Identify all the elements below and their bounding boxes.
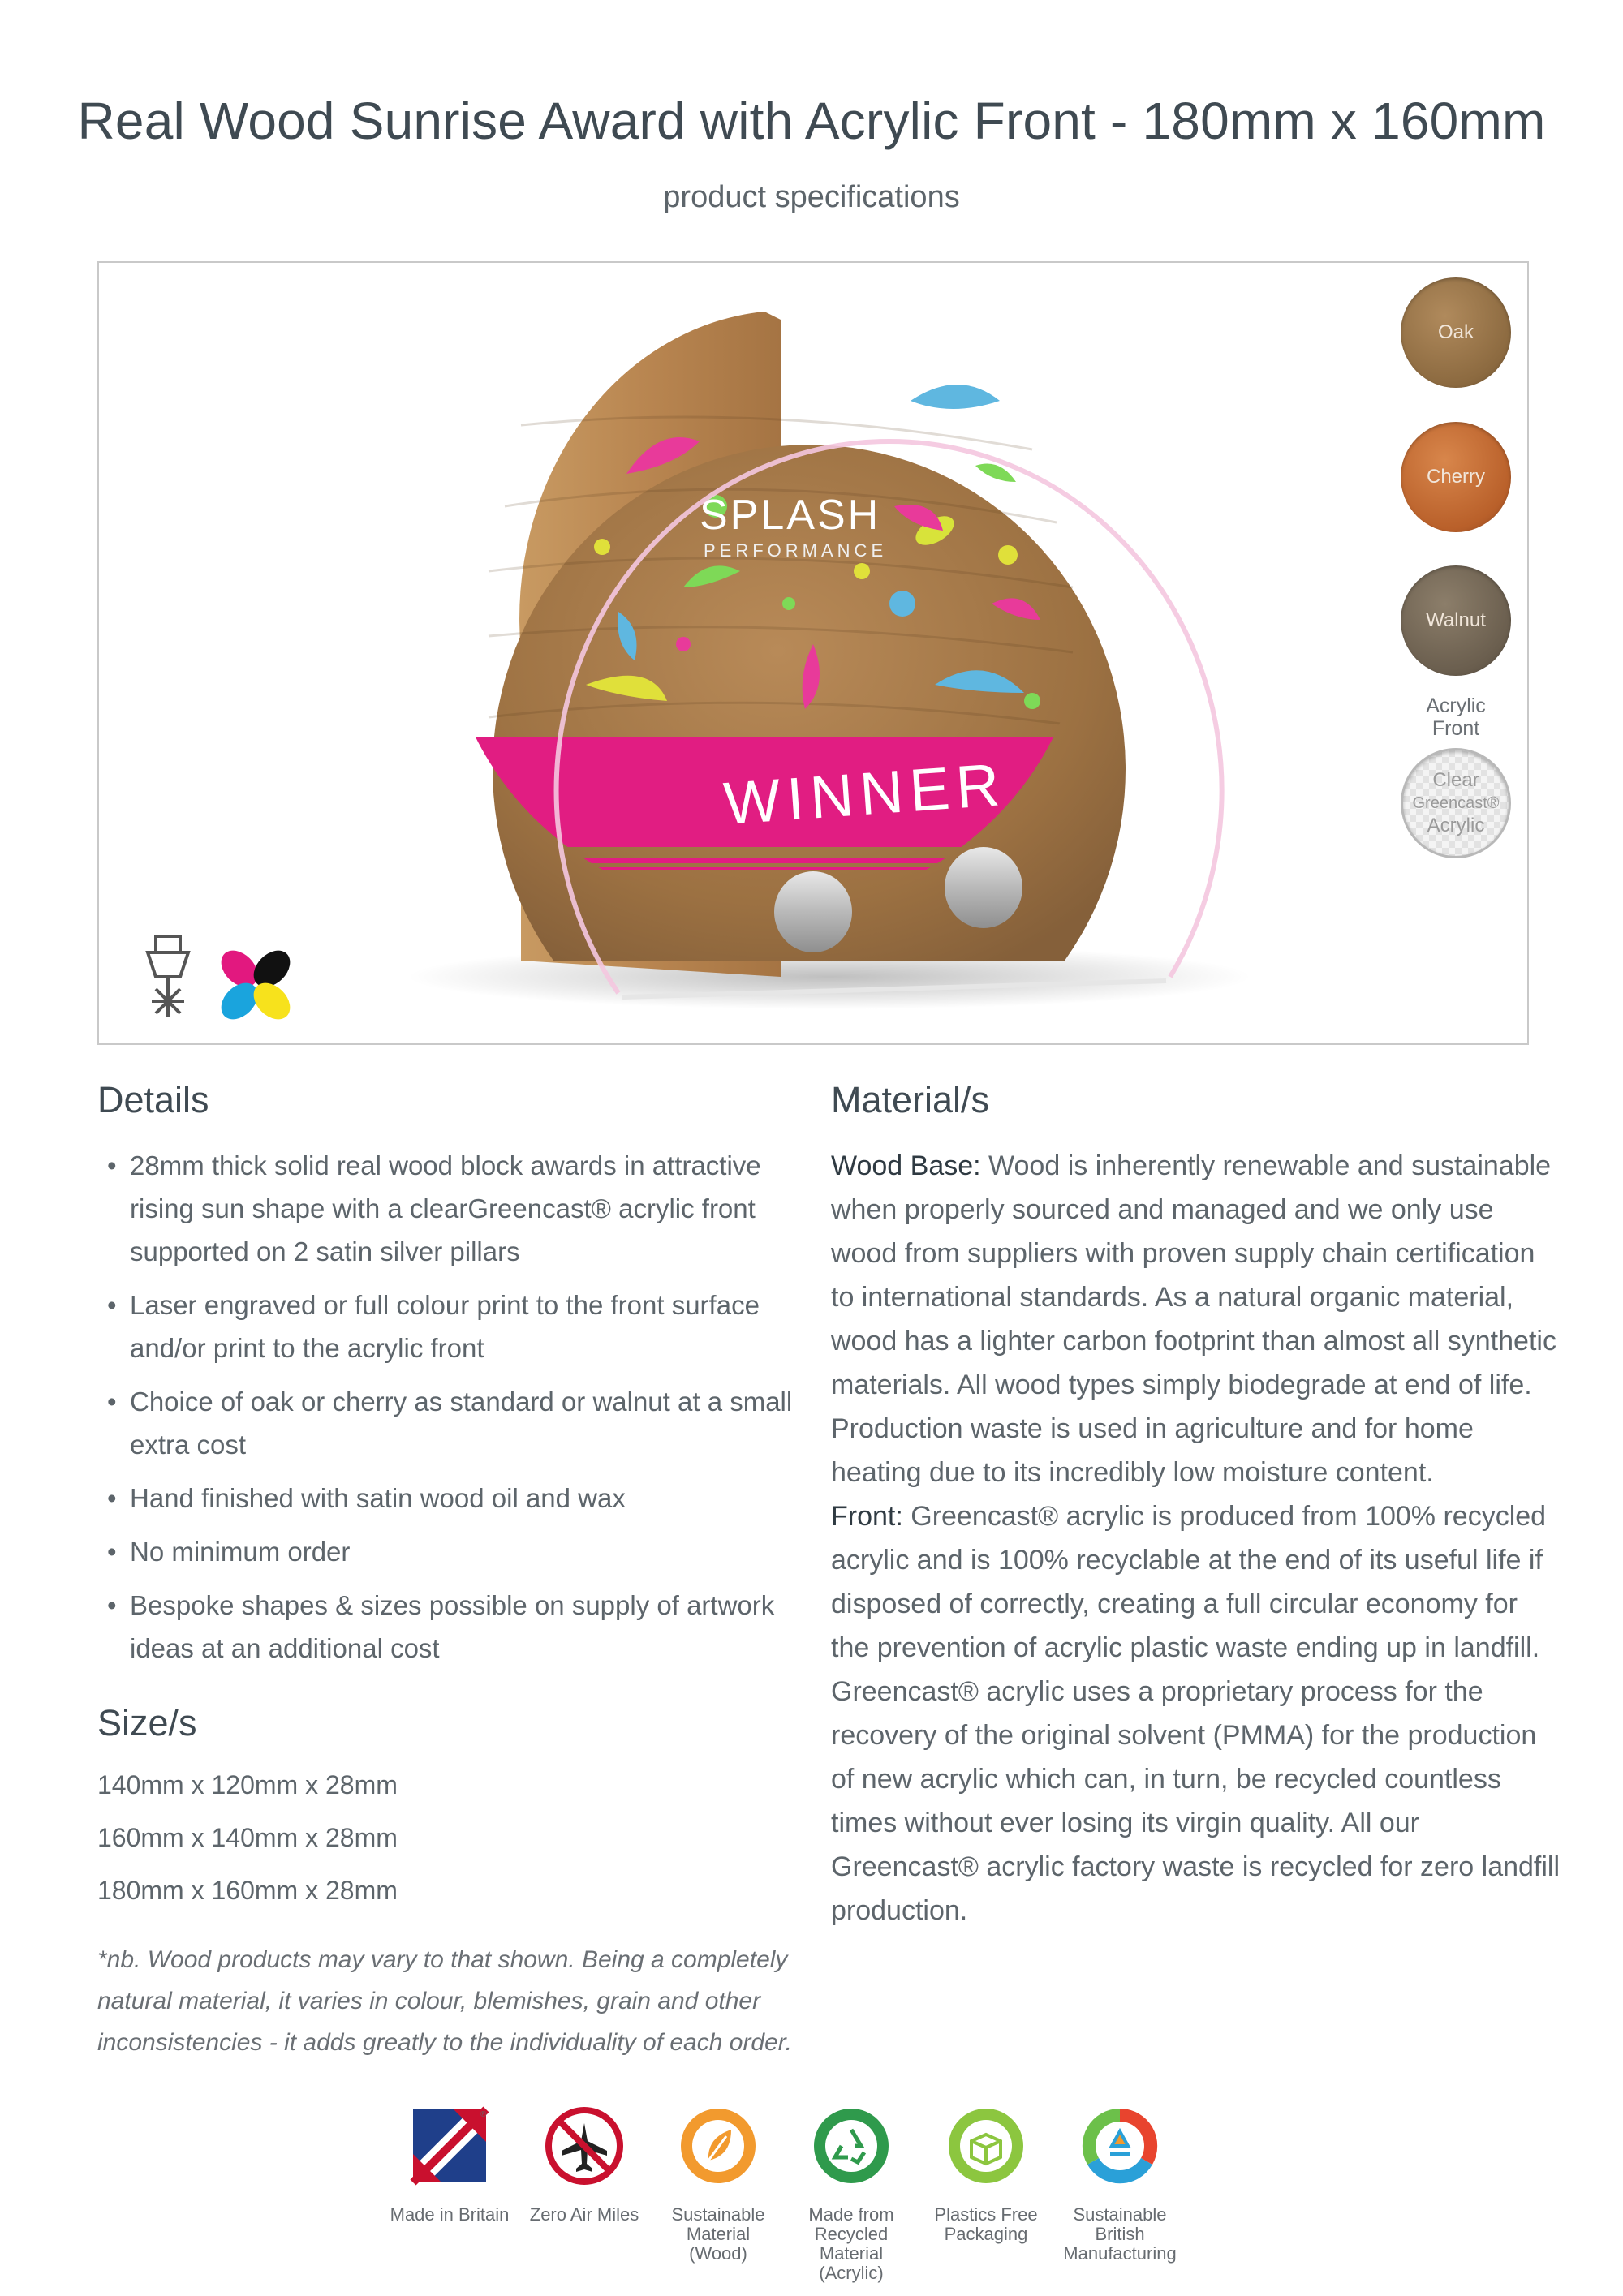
award-brand-text: SPLASH: [700, 492, 881, 539]
sizes-list: [97, 1769, 398, 1927]
size-item: 160mm x 140mm x 28mm: [97, 1823, 398, 1852]
made-in-britain-badge: [389, 2105, 510, 2225]
clear-swatch-line-2: Greencast®: [1412, 794, 1500, 812]
award-illustration: [99, 263, 1529, 1045]
clear-acrylic-swatch: [1401, 748, 1511, 858]
materials-heading: Material/s: [831, 1079, 990, 1120]
recycled-material-badge: [790, 2105, 912, 2283]
sustainable-material-icon: [678, 2105, 759, 2186]
recycled-material-icon: [811, 2105, 892, 2186]
sustainable-british-manufacturing-badge: [1059, 2105, 1181, 2264]
details-item: • Bespoke shapes & sizes possible on supply of artwork ideas at an additional cost: [97, 1584, 828, 1670]
no-plane-icon: [544, 2105, 625, 2186]
details-list: [97, 1144, 828, 1680]
wood-base-text: Wood is inherently renewable and sustainable when properly sourced and managed and we only use wood from suppliers with proven supply chain certification to international standards. As a natural organic material, wood has a lighter carbon footprint than almost all synthetic materials. All wood types simply biodegrade at end of life. Production waste is used in agriculture and for home heating due to its incredibly low moisture content.: [831, 1150, 1556, 1488]
acrylic-label-line-2: Front: [1431, 717, 1480, 740]
cherry-swatch-label: Cherry: [1426, 466, 1485, 488]
page-subtitle: product specifications: [663, 180, 960, 214]
oak-swatch-label: Oak: [1437, 321, 1474, 343]
acrylic-front-label: [1380, 694, 1532, 740]
details-heading: Details: [97, 1079, 209, 1120]
size-item: 140mm x 120mm x 28mm: [97, 1770, 398, 1799]
zero-air-miles-badge: [523, 2105, 645, 2225]
details-item: • 28mm thick solid real wood block awards in attractive rising sun shape with a clearGreencast® acrylic front supported on 2 satin silver pillars: [97, 1144, 828, 1273]
acrylic-label-line-1: Acrylic: [1426, 694, 1486, 717]
details-item: • Hand finished with satin wood oil and wax: [97, 1477, 828, 1520]
clear-swatch-line-1: Clear: [1432, 769, 1479, 791]
sustainable-material-badge: [657, 2105, 779, 2264]
reduce-reuse-recycle-icon: [1079, 2105, 1160, 2186]
footnote: *nb. Wood products may vary to that shown. Being a completely natural material, it varies in colour, blemishes, grain and other inconsistencies - it adds greatly to the individuality of each order.: [97, 1946, 793, 2056]
badge-label: Made from Recycled Material (Acrylic): [808, 2204, 894, 2283]
details-item: • Choice of oak or cherry as standard or walnut at a small extra cost: [97, 1380, 828, 1466]
details-item: • Laser engraved or full colour print to the front surface and/or print to the acrylic front: [97, 1283, 828, 1369]
materials-text: [831, 1144, 1561, 1933]
badge-label: Sustainable Material (Wood): [671, 2204, 765, 2264]
plastics-free-packaging-icon: [945, 2105, 1027, 2186]
oak-swatch: [1401, 277, 1511, 388]
plastics-free-packaging-badge: [925, 2105, 1047, 2244]
sizes-heading: Size/s: [97, 1702, 197, 1743]
product-photo: [97, 261, 1529, 1045]
award-brand-sub-text: PERFORMANCE: [704, 540, 888, 561]
badge-label: Plastics Free Packaging: [934, 2204, 1038, 2244]
front-text: Greencast® acrylic is produced from 100% recycled acrylic and is 100% recyclable at the end of its useful life if disposed of correctly, creating a full circular economy for the prevention of acrylic plastic waste ending up in landfill. Greencast® acrylic uses a proprietary process for the recovery of the original solvent (PMMA) for the production of new acrylic which can, in turn, be recycled countless times without ever losing its virgin quality. All our Greencast® acrylic factory waste is recycled for zero landfill production.: [831, 1501, 1561, 1926]
laser-engraving-icon: [148, 936, 188, 1017]
badge-label: Sustainable British Manufacturing: [1063, 2204, 1177, 2264]
details-item: • No minimum order: [97, 1530, 828, 1573]
badge-label: Zero Air Miles: [529, 2204, 639, 2225]
cherry-swatch: [1401, 422, 1511, 532]
page-title: Real Wood Sunrise Award with Acrylic Front - 180mm x 160mm: [77, 92, 1546, 150]
svg-text:®: ®: [480, 2110, 487, 2119]
walnut-swatch: [1401, 565, 1511, 676]
award-banner-text: WINNER: [721, 750, 1009, 837]
badge-label: Made in Britain: [390, 2204, 510, 2225]
full-colour-print-icon: [214, 944, 297, 1026]
wood-base-label: Wood Base:: [831, 1150, 981, 1181]
walnut-swatch-label: Walnut: [1426, 609, 1486, 631]
clear-swatch-line-3: Acrylic: [1427, 815, 1485, 836]
size-item: 180mm x 160mm x 28mm: [97, 1876, 398, 1905]
front-label: Front:: [831, 1501, 903, 1532]
union-flag-icon: [409, 2105, 490, 2186]
